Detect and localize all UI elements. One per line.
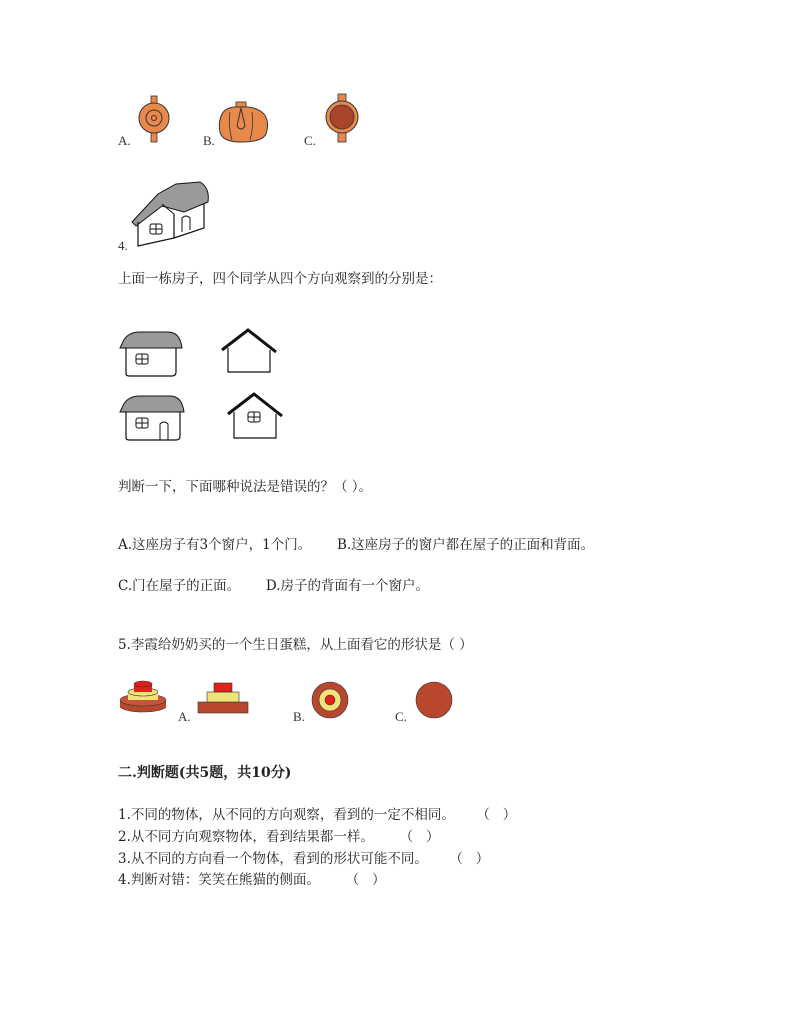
cake-bottom-view-option xyxy=(414,680,454,720)
cake-top-view-option xyxy=(310,680,350,720)
teapot-front-view-figure xyxy=(216,102,272,144)
judgment-item-4: 4.判断对错：笑笑在熊猫的侧面。 （ ） xyxy=(118,872,386,888)
question-intro: 上面一栋房子，四个同学从四个方向观察到的分别是： xyxy=(118,271,442,287)
option-b-label: B. xyxy=(293,709,305,724)
option-a-label: A. xyxy=(178,709,191,724)
question-number: 4. xyxy=(118,238,128,253)
teapot-bottom-view-figure xyxy=(323,94,363,146)
option-b-label: B. xyxy=(203,133,215,148)
judgment-item-3: 3.从不同的方向看一个物体，看到的形状可能不同。 （ ） xyxy=(118,851,490,867)
option-c-label: C. xyxy=(304,133,316,148)
cake-front-view-option xyxy=(197,682,249,714)
question-text: 判断一下，下面哪种说法是错误的？（ ）。 xyxy=(118,479,373,495)
section-heading: 二.判断题(共5题，共10分) xyxy=(118,765,292,781)
house-view-roof-window-door xyxy=(118,394,188,442)
teapot-top-view-figure xyxy=(135,96,175,146)
house-view-gable-plain xyxy=(220,328,280,374)
question-5-text: 5.李霞给奶奶买的一个生日蛋糕，从上面看它的形状是（ ） xyxy=(118,637,473,653)
judgment-item-1: 1.不同的物体，从不同的方向观察，看到的一定不相同。 （ ） xyxy=(118,807,517,823)
house-view-gable-window xyxy=(226,392,286,440)
house-3d-figure xyxy=(128,180,212,250)
judgment-item-2: 2.从不同方向观察物体，看到结果都一样。 （ ） xyxy=(118,829,440,845)
house-view-roof-window xyxy=(118,330,184,378)
choices-a-b: A.这座房子有3个窗户，1个门。 B.这座房子的窗户都在屋子的正面和背面。 xyxy=(118,537,595,553)
option-c-label: C. xyxy=(395,709,407,724)
choices-c-d: C.门在屋子的正面。 D.房子的背面有一个窗户。 xyxy=(118,578,430,594)
cake-figure xyxy=(118,680,168,716)
option-a-label: A. xyxy=(118,133,131,148)
